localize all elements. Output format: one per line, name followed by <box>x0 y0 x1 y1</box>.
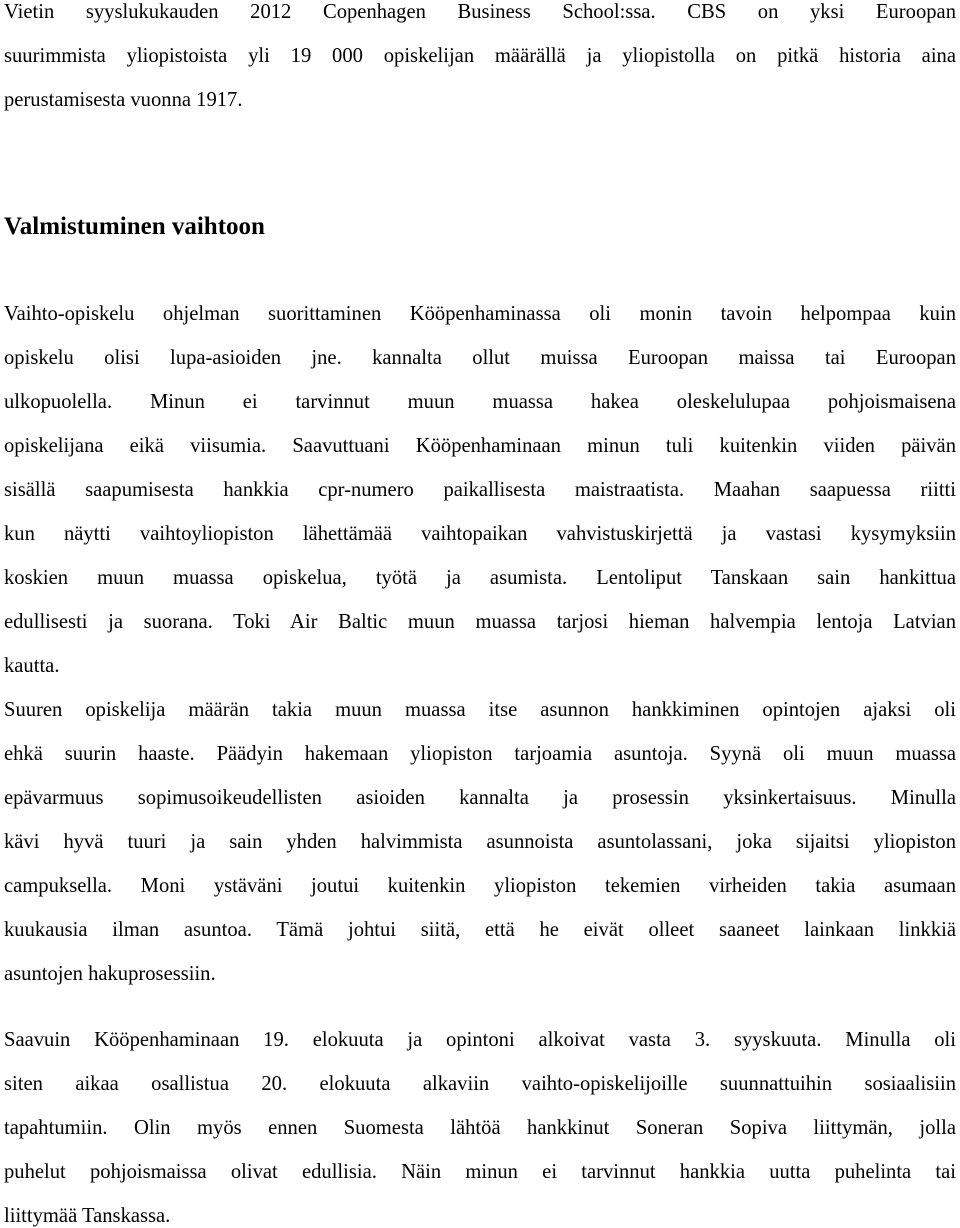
paragraph-line: edullisesti ja suorana. Toki Air Baltic muun muassa tarjosi hieman halvempia lentoja Latvian <box>4 611 956 633</box>
paragraph-line: kävi hyvä tuuri ja sain yhden halvimmista asunnoista asuntolassani, joka sijaitsi yliopiston <box>4 831 956 853</box>
paragraph-line: kuukausia ilman asuntoa. Tämä johtui siitä, että he eivät olleet saaneet lainkaan linkkiä <box>4 919 956 941</box>
paragraph-line: puhelut pohjoismaissa olivat edullisia. Näin minun ei tarvinnut hankkia uutta puhelinta tai <box>4 1161 956 1183</box>
paragraph-line: kautta. <box>4 655 60 677</box>
section-heading: Valmistuminen vaihtoon <box>4 213 265 240</box>
paragraph-line: epävarmuus sopimusoikeudellisten asioiden kannalta ja prosessin yksinkertaisuus. Minulla <box>4 787 956 809</box>
paragraph-line: sisällä saapumisesta hankkia cpr-numero paikallisesta maistraatista. Maahan saapuessa riitti <box>4 479 956 501</box>
paragraph-line: siten aikaa osallistua 20. elokuuta alkaviin vaihto-opiskelijoille suunnattuihin sosiaalisiin <box>4 1073 956 1095</box>
intro-line: suurimmista yliopistoista yli 19 000 opiskelijan määrällä ja yliopistolla on pitkä historia aina <box>4 45 956 67</box>
paragraph-line: Saavuin Kööpenhaminaan 19. elokuuta ja opintoni alkoivat vasta 3. syyskuuta. Minulla oli <box>4 1029 956 1051</box>
paragraph-line: ulkopuolella. Minun ei tarvinnut muun muassa hakea oleskelulupaa pohjoismaisena <box>4 391 956 413</box>
intro-line: perustamisesta vuonna 1917. <box>4 89 243 111</box>
paragraph-line: Suuren opiskelija määrän takia muun muassa itse asunnon hankkiminen opintojen ajaksi oli <box>4 699 956 721</box>
paragraph-line: ehkä suurin haaste. Päädyin hakemaan yliopiston tarjoamia asuntoja. Syynä oli muun muassa <box>4 743 956 765</box>
paragraph-line: liittymää Tanskassa. <box>4 1205 171 1227</box>
paragraph-line: opiskelu olisi lupa-asioiden jne. kannalta ollut muissa Euroopan maissa tai Euroopan <box>4 347 956 369</box>
paragraph-line: opiskelijana eikä viisumia. Saavuttuani Kööpenhaminaan minun tuli kuitenkin viiden päivän <box>4 435 956 457</box>
intro-line: Vietin syyslukukauden 2012 Copenhagen Business School:ssa. CBS on yksi Euroopan <box>4 1 956 23</box>
paragraph-line: koskien muun muassa opiskelua, työtä ja asumista. Lentoliput Tanskaan sain hankittua <box>4 567 956 589</box>
paragraph-line: campuksella. Moni ystäväni joutui kuitenkin yliopiston tekemien virheiden takia asumaan <box>4 875 956 897</box>
paragraph-line: kun näytti vaihtoyliopiston lähettämää vaihtopaikan vahvistuskirjettä ja vastasi kysymyksiin <box>4 523 956 545</box>
paragraph-line: Vaihto-opiskelu ohjelman suorittaminen Kööpenhaminassa oli monin tavoin helpompaa kuin <box>4 303 956 325</box>
paragraph-line: asuntojen hakuprosessiin. <box>4 963 216 985</box>
paragraph-line: tapahtumiin. Olin myös ennen Suomesta lähtöä hankkinut Soneran Sopiva liittymän, jolla <box>4 1117 956 1139</box>
